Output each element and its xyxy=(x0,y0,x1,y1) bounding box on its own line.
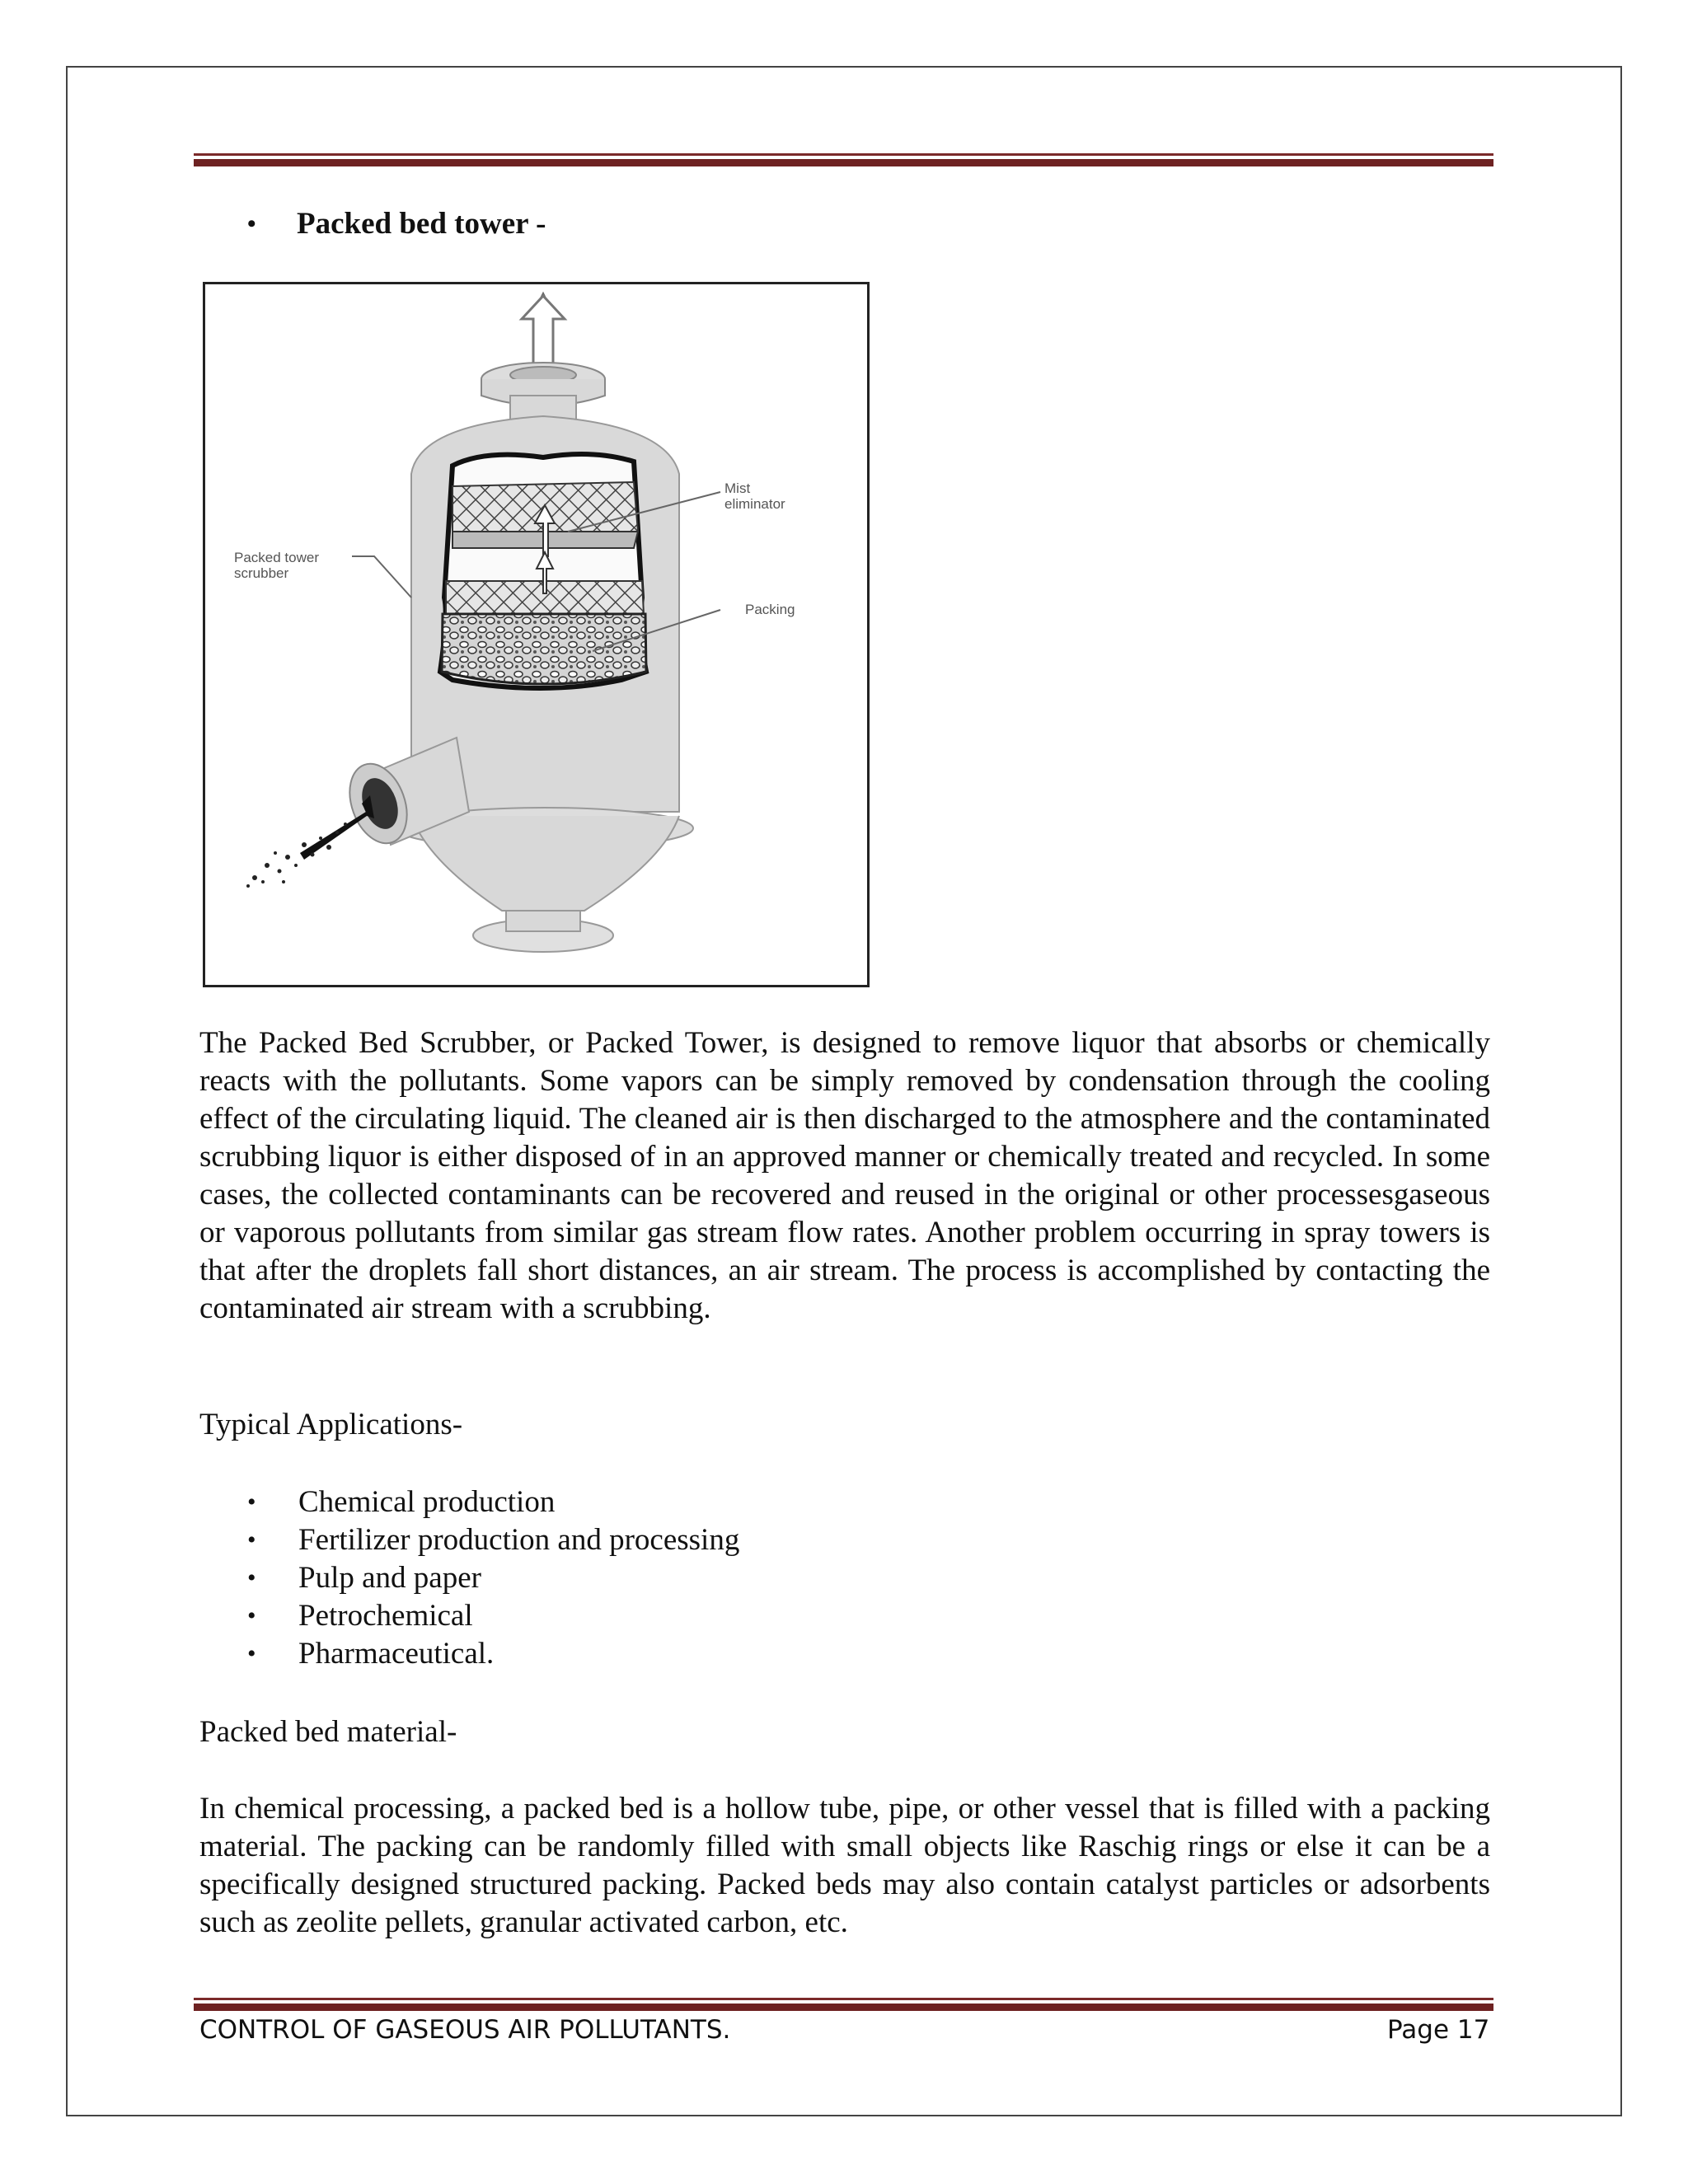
particles xyxy=(246,823,347,888)
heading-text: Packed bed tower - xyxy=(297,207,546,241)
applications-label: Typical Applications- xyxy=(199,1408,463,1441)
packing xyxy=(442,614,646,684)
description-paragraph: The Packed Bed Scrubber, or Packed Tower, is designed to remove liquor that absorbs or chemically reacts with the pollutants. Some vapors can be simply removed by condensation through the cooling effect of the circulating liquid. The cleaned air is then discharged to the atmosphere and the contaminated scrubbing liquor is either disposed of in an approved manner or chemically treated and recycled. In some cases, the collected contaminants can be recovered and reused in the original or other processesgaseous or vaporous pollutants from similar gas stream flow rates. Another problem occurring in spray towers is that after the droplets fall short distances, an air stream. The process is accomplished by contacting the contaminated air stream with a scrubbing. xyxy=(199,1026,1490,1325)
label-mist: Mist xyxy=(724,480,751,496)
bullet-icon: • xyxy=(247,1640,256,1667)
applications-list xyxy=(247,1483,739,1673)
list-item: • Chemical production xyxy=(247,1483,739,1521)
material-paragraph: In chemical processing, a packed bed is a hollow tube, pipe, or other vessel that is filled with a packing material. The packing can be randomly filled with small objects like Raschig rings or else it can be a specifically designed structured packing. Packed beds may also contain catalyst particles or adsorbents such as zeolite pellets, granular activated carbon, etc. xyxy=(199,1792,1490,1939)
label-mist-eliminator: eliminator xyxy=(724,496,785,512)
label-packing: Packing xyxy=(745,602,795,617)
footer-title: CONTROL OF GASEOUS AIR POLLUTANTS. xyxy=(199,2015,731,2045)
bullet-icon: • xyxy=(247,1564,256,1591)
list-item: • Petrochemical xyxy=(247,1597,739,1635)
bullet-icon: • xyxy=(247,1488,256,1516)
list-item: • Fertilizer production and processing xyxy=(247,1521,739,1559)
label-tower: Packed tower xyxy=(234,550,319,565)
section-heading xyxy=(247,206,546,241)
list-item: • Pharmaceutical. xyxy=(247,1635,739,1673)
page-number: Page 17 xyxy=(1387,2015,1490,2045)
bullet-icon: • xyxy=(247,1526,256,1554)
label-tower-scrubber: scrubber xyxy=(234,565,289,581)
packed-tower-figure xyxy=(203,282,870,987)
bullet-icon: • xyxy=(247,209,256,237)
footer-rule xyxy=(194,1998,1493,2011)
header-rule xyxy=(194,153,1493,166)
packed-tower-diagram xyxy=(205,284,867,985)
list-item: • Pulp and paper xyxy=(247,1559,739,1597)
bullet-icon: • xyxy=(247,1602,256,1629)
material-label: Packed bed material- xyxy=(199,1715,457,1749)
